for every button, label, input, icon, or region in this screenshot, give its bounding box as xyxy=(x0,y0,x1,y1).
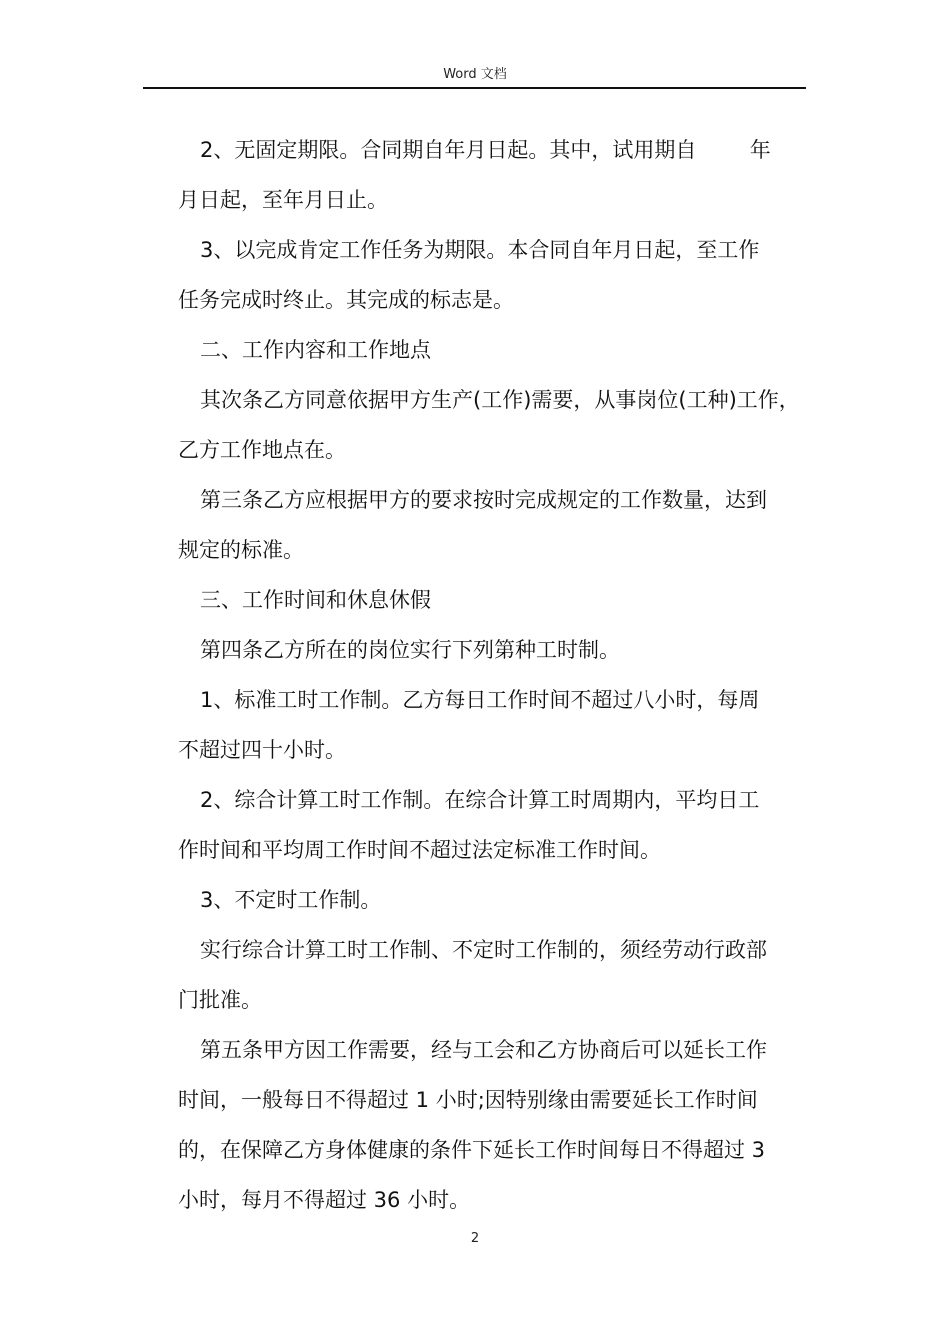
page-number: 2 xyxy=(470,1231,480,1246)
paragraph-line: 时间，一般每日不得超过 1 小时;因特别缘由需要延长工作时间 xyxy=(178,1088,758,1112)
paragraph-line: 2、综合计算工时工作制。在综合计算工时周期内，平均日工 xyxy=(200,788,760,812)
paragraph-line: 实行综合计算工时工作制、不定时工作制的，须经劳动行政部 xyxy=(200,938,767,962)
paragraph-line: 乙方工作地点在。 xyxy=(178,438,346,462)
paragraph-line: 任务完成时终止。其完成的标志是。 xyxy=(178,288,514,312)
paragraph-line: 1、标准工时工作制。乙方每日工作时间不超过八小时，每周 xyxy=(200,688,760,712)
paragraph-line: 2、无固定期限。合同期自年月日起。其中，试用期自 年 xyxy=(200,138,771,162)
header-divider xyxy=(143,87,806,89)
paragraph-line: 第五条甲方因工作需要，经与工会和乙方协商后可以延长工作 xyxy=(200,1038,767,1062)
paragraph-line: 月日起，至年月日止。 xyxy=(178,188,388,212)
paragraph-line: 作时间和平均周工作时间不超过法定标准工作时间。 xyxy=(178,838,661,862)
paragraph-line: 门批准。 xyxy=(178,988,262,1012)
paragraph-line: 小时，每月不得超过 36 小时。 xyxy=(178,1188,471,1212)
header-title: Word 文档 xyxy=(443,67,507,82)
paragraph-line: 的，在保障乙方身体健康的条件下延长工作时间每日不得超过 3 xyxy=(178,1138,766,1162)
paragraph-line: 其次条乙方同意依据甲方生产(工作)需要，从事岗位(工种)工作， xyxy=(200,388,800,412)
section-heading: 三、工作时间和休息休假 xyxy=(200,588,431,612)
paragraph-line: 不超过四十小时。 xyxy=(178,738,346,762)
paragraph-line: 3、以完成肯定工作任务为期限。本合同自年月日起，至工作 xyxy=(200,238,760,262)
document-body xyxy=(178,125,828,1225)
paragraph-line: 规定的标准。 xyxy=(178,538,304,562)
paragraph-line: 3、不定时工作制。 xyxy=(200,888,382,912)
paragraph-line: 第三条乙方应根据甲方的要求按时完成规定的工作数量，达到 xyxy=(200,488,767,512)
paragraph-line: 第四条乙方所在的岗位实行下列第种工时制。 xyxy=(200,638,620,662)
section-heading: 二、工作内容和工作地点 xyxy=(200,338,431,362)
